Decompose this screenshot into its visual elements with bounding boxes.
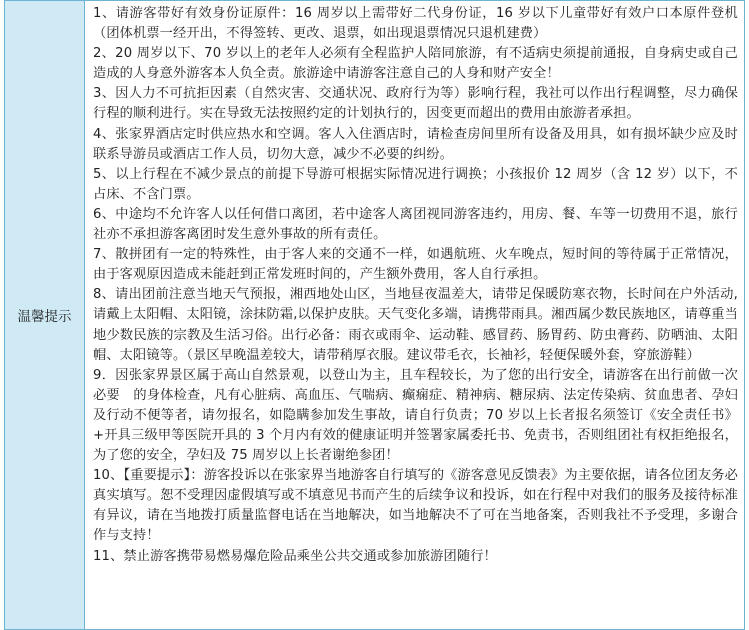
notice-table bbox=[4, 0, 745, 630]
notice-item: 5、以上行程在不减少景点的前提下导游可根据实际情况进行调换；小孩报价 12 周岁（含 12 岁）以下，不占床、不含门票。 bbox=[93, 166, 738, 202]
notice-content bbox=[85, 1, 744, 629]
notice-item: 8、请出团前注意当地天气预报，湘西地处山区，当地昼夜温差大，请带足保暖防寒衣物，长时间在户外活动,请戴上太阳帽、太阳镜，涂抹防霜,以保护皮肤。天气变化多端，请携带雨具。湘西属少数民族地区，请尊重当地少数民族的宗教及生活习俗。出行必备：雨衣或雨伞、运动鞋、感冒药、肠胃药、防虫膏药、防晒油、太阳帽、太阳镜等。（景区早晚温差较大，请带稍厚衣服。建议带毛衣，长袖衫，轻便保暖外套，穿旅游鞋） bbox=[93, 287, 738, 363]
notice-item: 6、中途均不允许客人以任何借口离团，若中途客人离团视同游客违约，用房、餐、车等一切费用不退，旅行社亦不承担游客离团时发生意外事故的所有责任。 bbox=[93, 206, 738, 243]
notice-item: 3、因人力不可抗拒因素（自然灾害、交通状况、政府行为等）影响行程，我社可以作出行程调整，尽力确保行程的顺利进行。实在导致无法按照约定的计划执行的，因变更而超出的费用由旅游者承担。 bbox=[93, 86, 738, 122]
notice-item: 10、【重要提示】：游客投诉以在张家界当地游客自行填写的《游客意见反馈表》为主要依据，请各位团友务必真实填写。恕不受理因虚假填写或不填意见书而产生的后续争议和投诉，如在行程中对我们的服务及接待标准有异议，请在当地拨打质量监督电话在当地解决，如当地解决不了可在当地备案，否则我社不予受理，多谢合作与支持！ bbox=[93, 468, 738, 544]
section-label: 温馨提示 bbox=[5, 1, 85, 629]
notice-item: 2、20 周岁以下、70 岁以上的老年人必须有全程监护人陪同旅游，有不适病史须提前通报，自身病史或自己造成的人身意外游客本人负全责。旅游途中请游客注意自己的人身和财产安全！ bbox=[93, 46, 738, 82]
notice-item: 4、张家界酒店定时供应热水和空调。客人入住酒店时，请检查房间里所有设备及用具，如有损坏缺少应及时联系导游员或酒店工作人员，切勿大意，减少不必要的纠纷。 bbox=[93, 126, 738, 162]
notice-item: 11、禁止游客携带易燃易爆危险品乘坐公共交通或参加旅游团随行！ bbox=[93, 548, 497, 564]
notice-item: 1、请游客带好有效身份证原件：16 周岁以上需带好二代身份证，16 岁以下儿童带好有效户口本原件登机（团体机票一经开出，不得签转、更改、退票，如出现退票情况只退机建费） bbox=[93, 6, 738, 42]
notice-item: 7、散拼团有一定的特殊性，由于客人来的交通不一样，如遇航班、火车晚点，短时间的等待属于正常情况，由于客观原因造成未能赶到正常发班时间的，产生额外费用，客人自行承担。 bbox=[93, 247, 738, 283]
notice-item: 9．因张家界景区属于高山自然景观，以登山为主，且车程较长，为了您的出行安全，请游客在出行前做一次必要 的身体检查，凡有心脏病、高血压、气喘病、癫痫症、精神病、糖尿病、法定传染病、贫血患者、孕妇及行动不便等者，请勿报名，如隐瞒参加发生事故，请自行负责；70 岁以上长者报名须签订《安全责任书》+开具三级甲等医院开具的 3 个月内有效的健康证明并签署家属委托书、免责书，否则组团社有权拒绝报名，为了您的安全，孕妇及 75 周岁以上长者谢绝参团！ bbox=[93, 367, 738, 464]
